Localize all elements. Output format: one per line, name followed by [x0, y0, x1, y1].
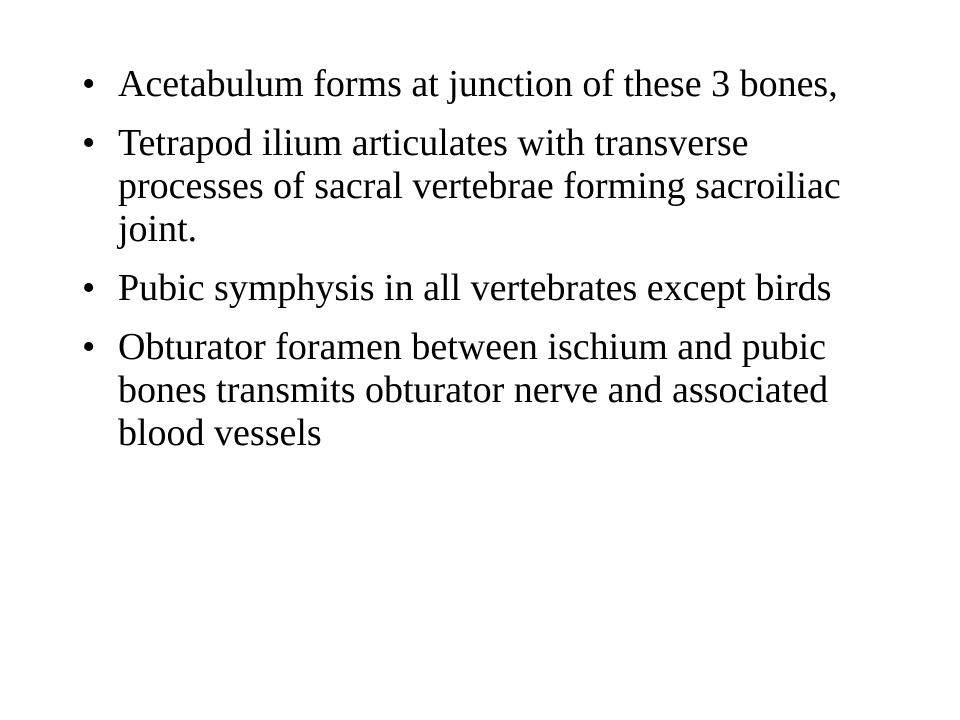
bullet-marker: • [82, 326, 96, 368]
bullet-text: Pubic symphysis in all vertebrates except birds [118, 267, 832, 309]
bullet-item [82, 122, 872, 251]
bullet-item [82, 63, 872, 106]
bullet-marker: • [82, 267, 96, 309]
bullet-item [82, 267, 872, 310]
bullet-text: Obturator foramen between ischium and pubic bones transmits obturator nerve and associated blood vessels [118, 326, 829, 454]
bullet-list [82, 63, 872, 471]
bullet-item [82, 326, 872, 455]
bullet-text: Tetrapod ilium articulates with transverse processes of sacral vertebrae forming sacroiliac joint. [118, 122, 841, 250]
bullet-marker: • [82, 122, 96, 164]
bullet-text: Acetabulum forms at junction of these 3 bones, [118, 63, 838, 105]
bullet-marker: • [82, 63, 96, 105]
